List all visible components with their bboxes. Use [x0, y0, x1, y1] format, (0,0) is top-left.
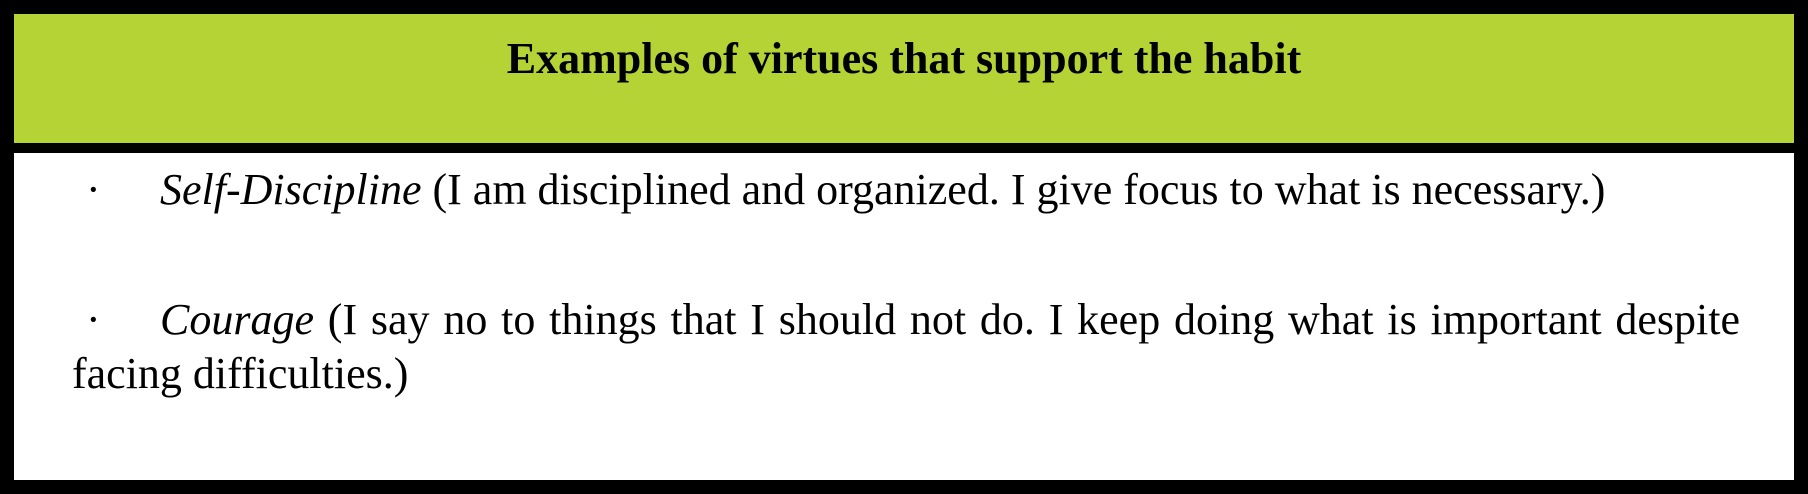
virtue-name: Self-Discipline [160, 165, 422, 214]
table-body [14, 153, 1794, 401]
virtue-item-self-discipline [72, 163, 1740, 217]
virtue-item-courage [72, 293, 1740, 401]
virtue-description: (I say no to things that I should not do. I keep doing what is important despite facing difficulties.) [72, 295, 1740, 398]
virtue-description: (I am disciplined and organized. I give focus to what is necessary.) [421, 165, 1606, 214]
bullet-icon: · [86, 165, 101, 214]
table-header [14, 14, 1794, 153]
virtue-name: Courage [160, 295, 314, 344]
bullet-icon: · [86, 295, 101, 344]
table-title: Examples of virtues that support the habit [506, 34, 1302, 83]
